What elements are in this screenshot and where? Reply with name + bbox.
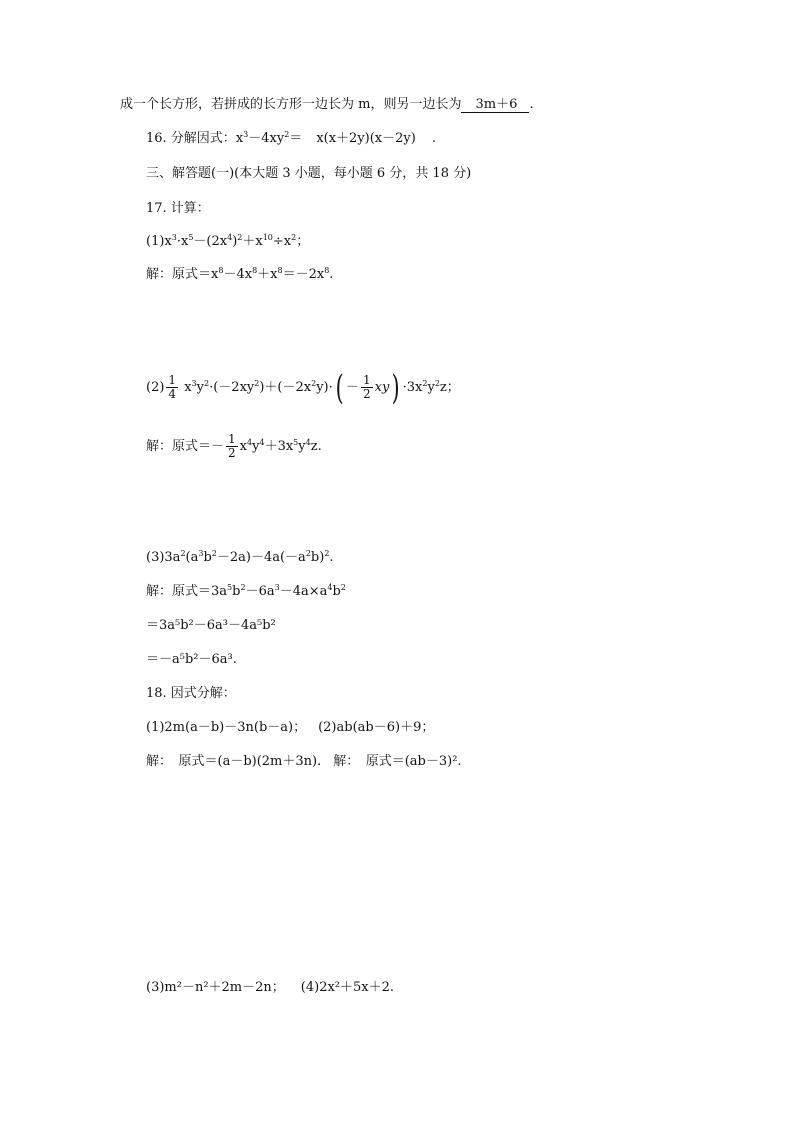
q16-end: . [431,131,436,146]
q17-part3-solution-2: ＝3a⁵b²－6a³－4a⁵b² [146,618,276,633]
q16-line [146,130,436,148]
q17-part3: $(3)3a^2(a^3b^2-2a)-4a(-a^2b)^2$. [146,549,334,565]
q17-part3-solution-1 [146,583,346,601]
q17-part2-solution: 解：原式＝－ $\frac{1}{2}$ $x^4y^4+3x^5y^4z$. [146,432,322,460]
q18-part1-solution: 解： 原式＝(a－b)(2m＋3n). [146,754,322,769]
q15-text: 成一个长方形，若拼成的长方形一边长为 m，则另一边长为 [120,97,462,112]
section3-heading: 三、解答题(一)(本大题 3 小题，每小题 6 分，共 18 分) [146,166,472,181]
q17-part3-step1: $3a^5b^2-6a^3-4a\times a^4b^2$ [211,583,346,599]
q18-parts-3-4 [146,979,394,997]
q18-part2-solution: 解： 原式＝(ab－3)². [333,754,462,769]
q17-part2-answer: $x^4y^4+3x^5y^4z$. [239,438,322,454]
q16-expression: $x^3-4xy^2=$ [235,130,303,146]
q18-title: 18. 因式分解： [146,686,236,701]
left-paren: ( [335,367,344,408]
right-paren: ) [392,367,400,408]
q18-solutions-1-2 [146,753,462,771]
q17-title: 17. 计算： [146,201,210,216]
jie-label: 解：原式＝ [146,267,212,282]
q16-answer: x(x＋2y)(x－2y) [316,131,416,146]
fraction-one-half: $\frac{1}{2}$ [228,432,236,460]
q15-answer: 3m＋6 [461,97,529,113]
minus-sign: － [346,380,360,395]
q15-tail-line [120,96,534,114]
q17-part2-expr-a: $x^3y^2\cdot(-2xy^2)+(-2x^2y)\cdot$ [184,379,333,395]
q17-part1-answer: $x^8-4x^8+x^8=-2x^8$. [211,266,334,282]
fraction-one-quarter: $\frac{1}{4}$ [168,373,177,401]
q17-part2 [146,368,460,408]
q17-part3-solution-3: ＝－a⁵b²－6a³. [146,652,237,667]
q18-part4: (4)2x²＋5x＋2. [300,980,395,995]
jie-label: 解：原式＝ [146,439,212,454]
jie-label: 解：原式＝ [146,584,212,599]
q18-part3: (3)m²－n²＋2m－2n； [146,980,285,995]
q17-part2-prefix: (2) [146,380,165,395]
q18-parts-1-2 [146,719,434,737]
q18-part1: (1)2m(a－b)－3n(b－a)； [146,720,307,735]
q17-part2-expr-b: $\cdot 3x^2y^2z$； [402,379,460,395]
q18-part2: (2)ab(ab－6)＋9； [318,720,435,735]
q17-part1-solution [146,266,333,284]
q15-end: . [529,97,534,112]
q17-part1: $(1)x^3\cdot x^5-(2x^4)^2+x^{10}\div x^2$； [146,233,310,249]
q16-label: 16. 分解因式： [146,131,236,146]
xy-variable: xy [374,380,390,395]
fraction-one-half: $\frac{1}{2}$ [363,373,371,401]
